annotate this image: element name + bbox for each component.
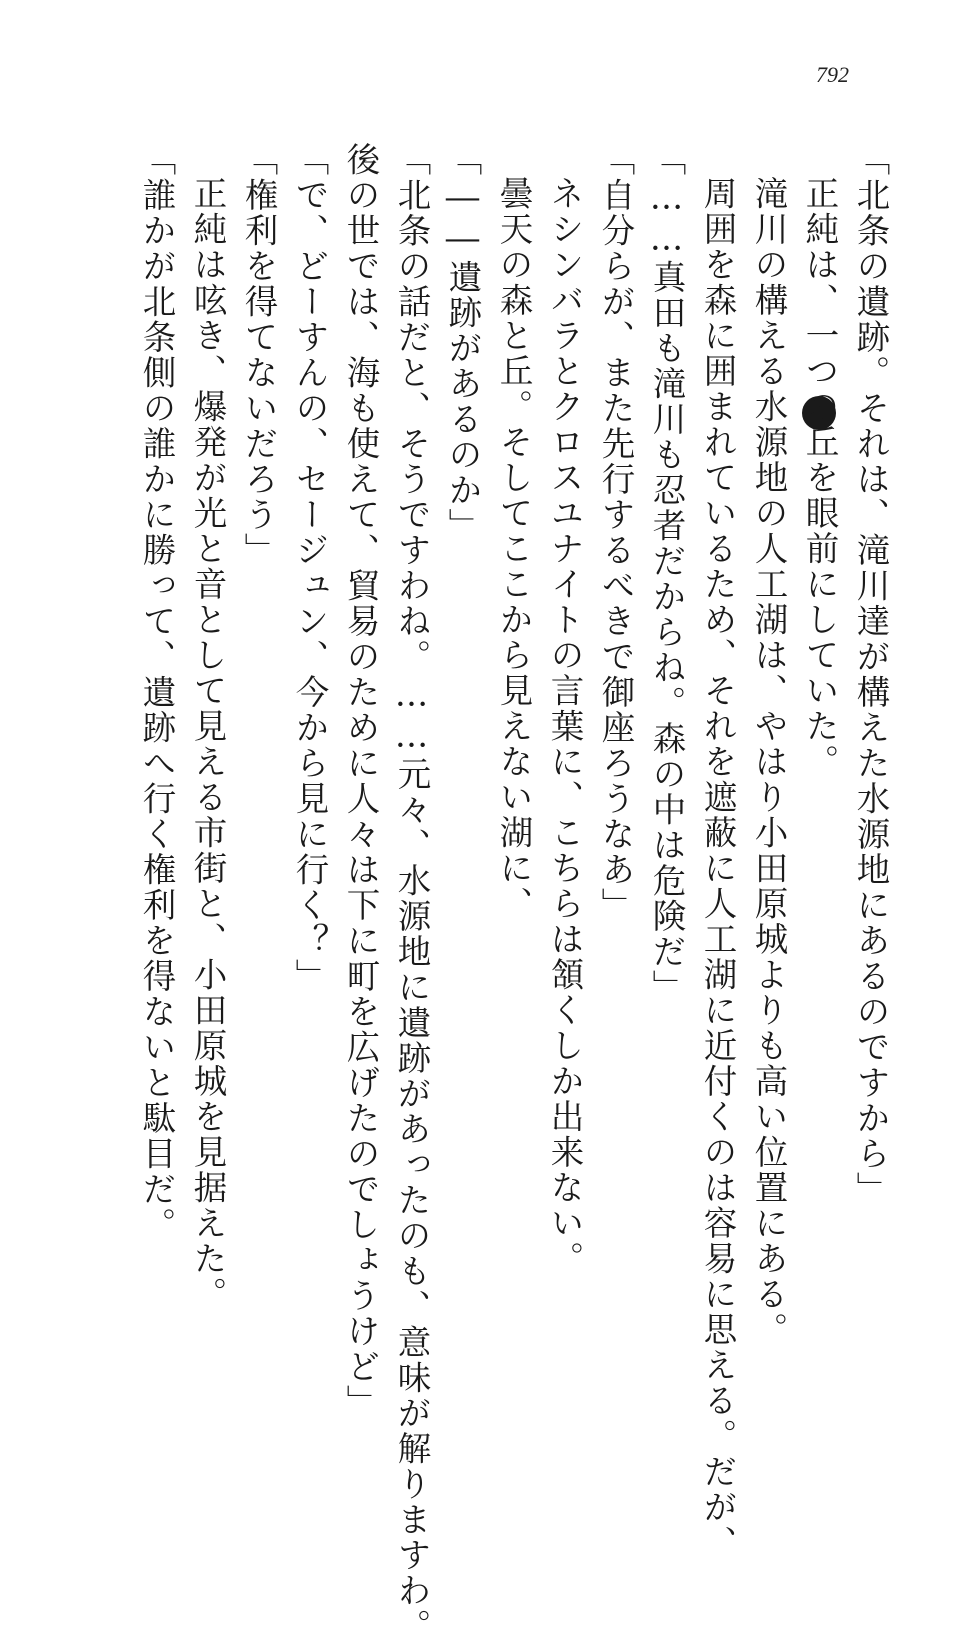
text-line: 曇天の森と丘。そしてここから見えない湖に、 (494, 176, 533, 922)
vertical-text-block (131, 142, 896, 1644)
text-line: 周囲を森に囲まれているため、それを遮蔽に人工湖に近付くのは容易に思える。だが、 (698, 176, 737, 1561)
text-line: 正純は、一つの丘を眼前にしていた。 (800, 176, 839, 780)
text-line: 「権利を得てないだろう」 (239, 142, 278, 568)
text-line: 滝川の構える水源地の人工湖は、やはり小田原城よりも高い位置にある。 (749, 176, 788, 1348)
text-line: 「北条の遺跡。それは、滝川達が構えた水源地にあるのですから」 (851, 142, 890, 1207)
text-line: 「……真田も滝川も忍者だからね。森の中は危険だ」 (647, 142, 686, 1005)
text-line: 「北条の話だと、そうですわね。……元々、水源地に遺跡があったのも、意味が解りますわ。 (392, 142, 431, 1644)
text-line: 正純は呟き、爆発が光と音として見える市街と、小田原城を見据えた。 (188, 176, 227, 1312)
text-line: 後の世では、海も使えて、貿易のために人々は下に町を広げたのでしょうけど」 (341, 142, 380, 1420)
text-line: 「自分らが、また先行するべきで御座ろうなあ」 (596, 142, 635, 923)
page-number: 792 (816, 62, 849, 87)
text-line: 「で、どーすんの、セージュン、今から見に行く？」 (290, 142, 329, 994)
text-line: 「誰かが北条側の誰かに勝って、遺跡へ行く権利を得ないと駄目だ。 (137, 142, 176, 1243)
text-line: 「――遺跡があるのか」 (443, 142, 482, 544)
text-line: ネシンバラとクロスユナイトの言葉に、こちらは頷くしか出来ない。 (545, 176, 584, 1277)
